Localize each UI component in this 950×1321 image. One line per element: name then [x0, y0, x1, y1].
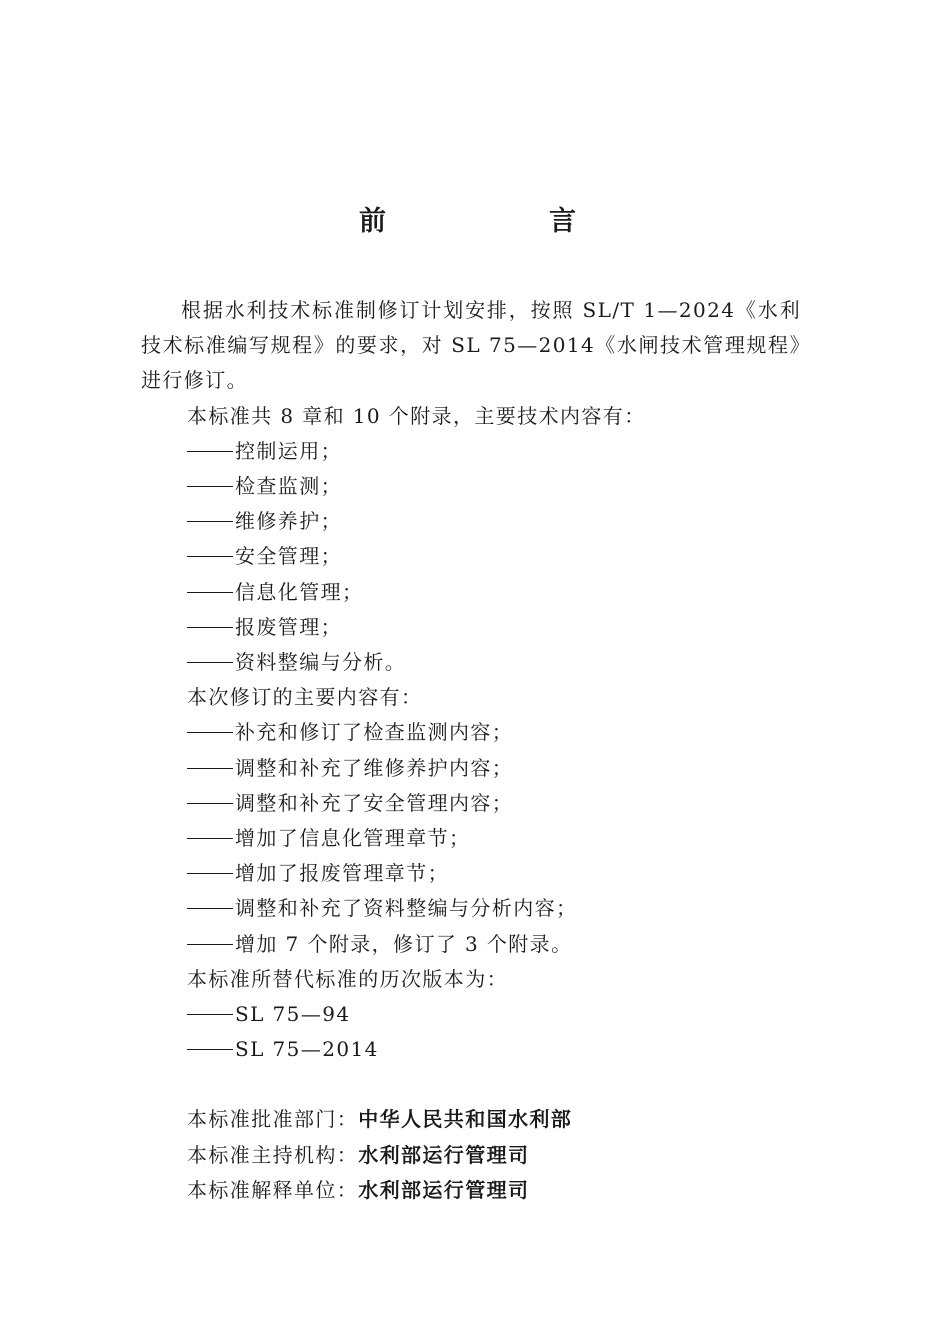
dash-mark	[187, 1014, 233, 1015]
intro-paragraph: 根据水利技术标准制修订计划安排，按照 SL/T 1—2024《水利技术标准编写规程》的要求，对 SL 75—2014《水闸技术管理规程》进行修订。	[141, 298, 801, 393]
interpret-label: 本标准解释单位：	[187, 1177, 359, 1202]
host-label: 本标准主持机构：	[187, 1142, 359, 1167]
responsibility-block	[141, 1102, 801, 1208]
dash-mark	[187, 556, 233, 557]
list-item: 检查监测；	[141, 469, 801, 504]
revisions-heading: 本次修订的主要内容有：	[187, 685, 423, 710]
dash-mark	[187, 838, 233, 839]
tech-contents-list	[141, 434, 801, 680]
list-item: 增加了报废管理章节；	[141, 856, 801, 891]
dash-mark	[187, 732, 233, 733]
revisions-list	[141, 715, 801, 961]
history-list	[141, 997, 801, 1067]
list-item: 增加 7 个附录，修订了 3 个附录。	[141, 927, 801, 962]
dash-mark	[187, 1049, 233, 1050]
list-item: 调整和补充了维修养护内容；	[141, 751, 801, 786]
dash-mark	[187, 768, 233, 769]
interpret-line	[141, 1173, 801, 1208]
host-value: 水利部运行管理司	[358, 1142, 530, 1167]
dash-mark	[187, 662, 233, 663]
tech-contents-heading: 本标准共 8 章和 10 个附录，主要技术内容有：	[187, 403, 646, 428]
list-item: 信息化管理；	[141, 575, 801, 610]
page-title: 前 言	[359, 206, 644, 237]
list-item: SL 75—94	[141, 997, 801, 1032]
list-item: 补充和修订了检查监测内容；	[141, 715, 801, 750]
list-item: 调整和补充了安全管理内容；	[141, 786, 801, 821]
approval-line	[141, 1102, 801, 1137]
dash-mark	[187, 486, 233, 487]
list-item: 增加了信息化管理章节；	[141, 821, 801, 856]
approval-label: 本标准批准部门：	[187, 1107, 359, 1132]
dash-mark	[187, 592, 233, 593]
dash-mark	[187, 908, 233, 909]
dash-mark	[187, 873, 233, 874]
list-item: 资料整编与分析。	[141, 645, 801, 680]
list-item: 控制运用；	[141, 434, 801, 469]
host-line	[141, 1138, 801, 1173]
list-item: 报废管理；	[141, 610, 801, 645]
dash-mark	[187, 944, 233, 945]
spacer	[141, 1067, 801, 1102]
dash-mark	[187, 803, 233, 804]
list-item: SL 75—2014	[141, 1032, 801, 1067]
list-item: 维修养护；	[141, 504, 801, 539]
list-item: 安全管理；	[141, 539, 801, 574]
dash-mark	[187, 521, 233, 522]
interpret-value: 水利部运行管理司	[358, 1177, 530, 1202]
list-item: 调整和补充了资料整编与分析内容；	[141, 891, 801, 926]
dash-mark	[187, 627, 233, 628]
approval-value: 中华人民共和国水利部	[358, 1107, 573, 1132]
dash-mark	[187, 451, 233, 452]
preface-body	[141, 293, 801, 1208]
history-heading: 本标准所替代标准的历次版本为：	[187, 966, 508, 991]
